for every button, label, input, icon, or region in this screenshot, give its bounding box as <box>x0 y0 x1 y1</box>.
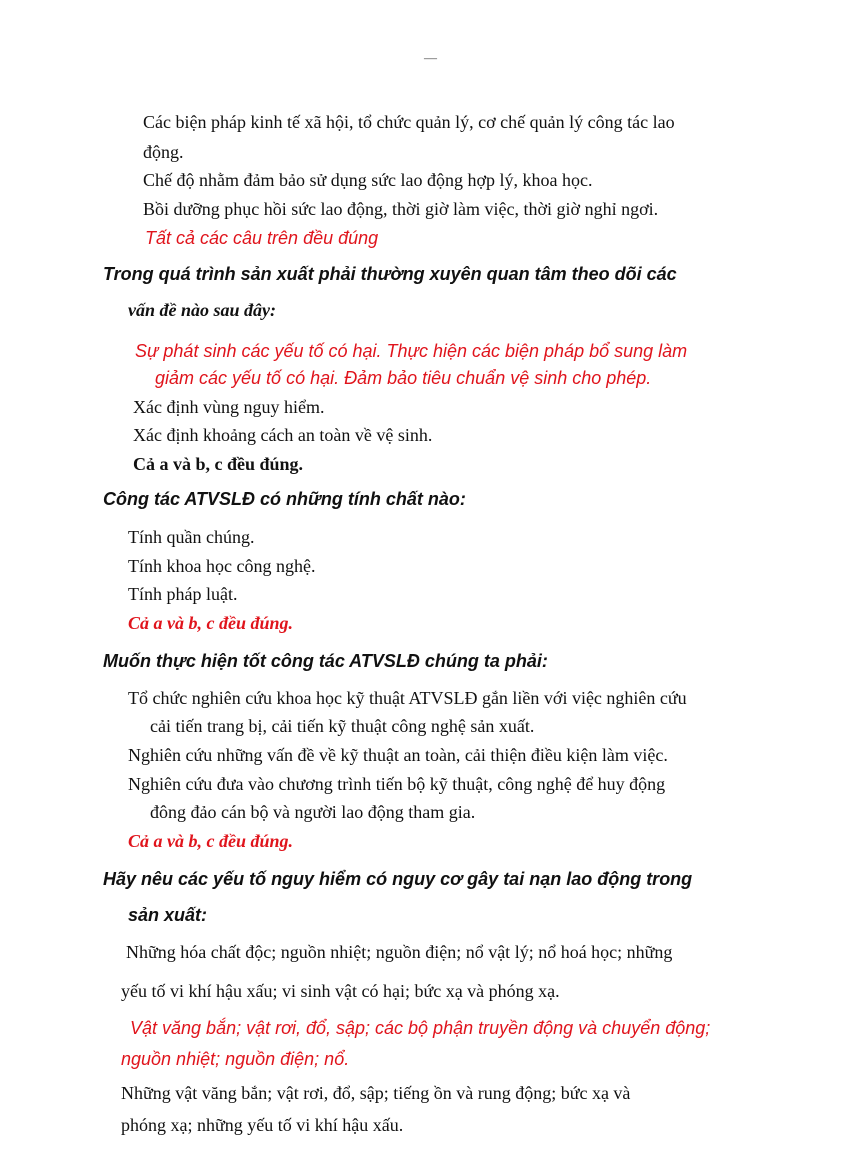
q3-correct-answer: Cả a và b, c đều đúng. <box>128 613 294 633</box>
q4-option-a-line1: Tổ chức nghiên cứu khoa học kỹ thuật ATVSLĐ gắn liền với việc nghiên cứu <box>128 688 687 708</box>
q4-option-b: Nghiên cứu những vấn đề về kỹ thuật an toàn, cải thiện điều kiện làm việc. <box>128 745 668 765</box>
q2-correct-line1: Sự phát sinh các yếu tố có hại. Thực hiện các biện pháp bổ sung làm <box>135 341 688 361</box>
q2-correct-line2: giảm các yếu tố có hại. Đảm bảo tiêu chuẩn vệ sinh cho phép. <box>155 368 652 388</box>
q2-title-line2: vấn đề nào sau đây: <box>128 300 276 320</box>
q1-option-a-line2: động. <box>143 142 184 162</box>
q5-option-a-line1: Những hóa chất độc; nguồn nhiệt; nguồn điện; nổ vật lý; nổ hoá học; những <box>126 942 673 962</box>
q3-option-c: Tính pháp luật. <box>128 584 238 604</box>
q5-title-line2: sản xuất: <box>128 905 208 925</box>
q4-title: Muốn thực hiện tốt công tác ATVSLĐ chúng ta phải: <box>103 651 548 671</box>
header-mark: — <box>424 50 437 65</box>
q2-title-line1: Trong quá trình sản xuất phải thường xuyên quan tâm theo dõi các <box>103 264 677 284</box>
q3-option-a: Tính quần chúng. <box>128 527 255 547</box>
q4-option-c-line2: đông đảo cán bộ và người lao động tham gia. <box>150 802 476 822</box>
q2-option-d: Cả a và b, c đều đúng. <box>133 454 304 474</box>
q1-option-c: Bồi dưỡng phục hồi sức lao động, thời giờ làm việc, thời giờ nghỉ ngơi. <box>143 199 659 219</box>
q3-title: Công tác ATVSLĐ có những tính chất nào: <box>103 489 466 509</box>
q3-option-b: Tính khoa học công nghệ. <box>128 556 316 576</box>
q4-option-a-line2: cải tiến trang bị, cải tiến kỹ thuật công nghệ sản xuất. <box>150 716 535 736</box>
q5-title-line1: Hãy nêu các yếu tố nguy hiểm có nguy cơ gây tai nạn lao động trong <box>103 869 693 889</box>
q1-correct-answer: Tất cả các câu trên đều đúng <box>145 228 379 248</box>
q5-correct-line1: Vật văng bắn; vật rơi, đổ, sập; các bộ phận truyền động và chuyển động; <box>130 1018 711 1038</box>
q5-correct-line2: nguồn nhiệt; nguồn điện; nổ. <box>121 1049 350 1069</box>
q1-option-b: Chế độ nhằm đảm bảo sử dụng sức lao động hợp lý, khoa học. <box>143 170 593 190</box>
q4-correct-answer: Cả a và b, c đều đúng. <box>128 831 294 851</box>
q2-option-c: Xác định khoảng cách an toàn về vệ sinh. <box>133 425 433 445</box>
q2-option-b: Xác định vùng nguy hiểm. <box>133 397 325 417</box>
q5-option-c-line2: phóng xạ; những yếu tố vi khí hậu xấu. <box>121 1115 404 1135</box>
q4-option-c-line1: Nghiên cứu đưa vào chương trình tiến bộ kỹ thuật, công nghệ để huy động <box>128 774 666 794</box>
q1-option-a-line1: Các biện pháp kinh tế xã hội, tổ chức quản lý, cơ chế quản lý công tác lao <box>143 112 675 132</box>
q5-option-c-line1: Những vật văng bắn; vật rơi, đổ, sập; tiếng ồn và rung động; bức xạ và <box>121 1083 631 1103</box>
q5-option-a-line2: yếu tố vi khí hậu xấu; vi sinh vật có hại; bức xạ và phóng xạ. <box>121 981 560 1001</box>
